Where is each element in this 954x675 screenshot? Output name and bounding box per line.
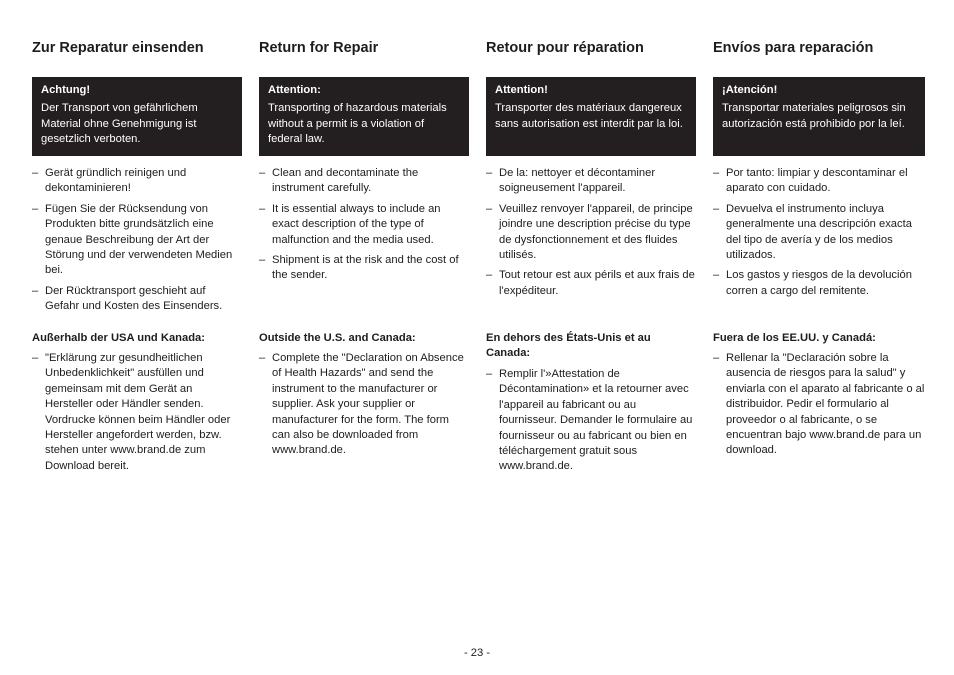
warning-heading: Attention: (268, 84, 321, 96)
outside-us-list (713, 351, 925, 464)
list-item: – De la: nettoyer et décontaminer soigneusement l'appareil. (486, 166, 696, 197)
column-title: Return for Repair (259, 40, 379, 56)
column-german (32, 38, 242, 472)
section-subheading: En dehors des États-Unis et au Canada: (486, 332, 651, 360)
instruction-list (713, 166, 925, 304)
column-french (486, 38, 696, 473)
list-item: – "Erklärung zur gesundheitlichen Unbedenklichkeit" ausfüllen und gemeinsam mit dem Gerät an Hersteller oder Händler senden. Vordrucke können beim Händler oder Hersteller angefordert werden, bzw. stehen unter www.brand.de zum Download bereit. (32, 351, 242, 474)
list-item: – Los gastos y riesgos de la devolución corren a cargo del remitente. (713, 268, 925, 299)
warning-text: Der Transport von gefährlichem Material ohne Genehmigung ist gesetzlich verboten. (41, 102, 198, 146)
instruction-list (259, 166, 469, 289)
column-spanish (713, 38, 925, 457)
warning-heading: Achtung! (41, 84, 91, 96)
warning-heading: ¡Atención! (722, 84, 778, 96)
list-item: – Rellenar la "Declaración sobre la ausencia de riesgos para la salud" y enviarla con el aparato al fabricante o al distribuidor. Pedir el formulario al proveedor o al fabricante, o se encuentran bajo www.brand.de para un download. (713, 351, 925, 459)
column-english (259, 38, 469, 457)
list-item: – Shipment is at the risk and the cost of the sender. (259, 253, 469, 284)
column-title: Retour pour réparation (486, 40, 644, 56)
list-item: – Clean and decontaminate the instrument carefully. (259, 166, 469, 197)
list-item: – Por tanto: limpiar y descontaminar el aparato con cuidado. (713, 166, 925, 197)
list-item: – Der Rücktransport geschieht auf Gefahr und Kosten des Einsenders. (32, 284, 242, 315)
warning-heading: Attention! (495, 84, 548, 96)
list-item: – Remplir l'»Attestation de Décontamination» et la retourner avec l'appareil au fabricant ou au fournisseur. Demander le formulaire au fournisseur ou au fabricant ou bien en téléchargement gratuit sous www.brand.de. (486, 367, 696, 475)
warning-box (486, 77, 696, 156)
instruction-list (32, 166, 242, 320)
warning-box (713, 77, 925, 156)
list-item: – Tout retour est aux périls et aux frais de l'expéditeur. (486, 268, 696, 299)
warning-box (259, 77, 469, 156)
column-title: Envíos para reparación (713, 40, 874, 56)
column-title: Zur Reparatur einsenden (32, 40, 204, 56)
section-subheading: Außerhalb der USA und Kanada: (32, 332, 206, 344)
list-item: – Fügen Sie der Rücksendung von Produkten bitte grundsätzlich eine genaue Beschreibung der Art der Störung und der verwendeten Medien bei. (32, 202, 242, 279)
list-item: – It is essential always to include an exact description of the type of malfunction and the media used. (259, 202, 469, 248)
warning-text: Transportar materiales peligrosos sin autorización está prohibido por la leí. (722, 102, 906, 130)
warning-text: Transporting of hazardous materials without a permit is a violation of federal law. (268, 102, 447, 146)
outside-us-list (486, 367, 696, 480)
page-number: - 23 - (463, 647, 491, 659)
list-item: – Veuillez renvoyer l'appareil, de principe joindre une description précise du type de dysfonctionnement et des fluides utilisés. (486, 202, 696, 264)
list-item: – Gerät gründlich reinigen und dekontaminieren! (32, 166, 242, 197)
outside-us-list (259, 351, 469, 464)
section-subheading: Outside the U.S. and Canada: (259, 332, 416, 344)
list-item: – Complete the "Declaration on Absence of Health Hazards" and send the instrument to the manufacturer or supplier. Ask your supplier or manufacturer for the form. The form can also be downloaded from www.brand.de. (259, 351, 469, 459)
warning-box (32, 77, 242, 156)
instruction-list (486, 166, 696, 304)
section-subheading: Fuera de los EE.UU. y Canadá: (713, 332, 876, 344)
list-item: – Devuelva el instrumento incluya generalmente una descripción exacta del tipo de avería y de los medios utilizados. (713, 202, 925, 264)
outside-us-list (32, 351, 242, 479)
warning-text: Transporter des matériaux dangereux sans autorisation est interdit par la loi. (495, 102, 683, 130)
